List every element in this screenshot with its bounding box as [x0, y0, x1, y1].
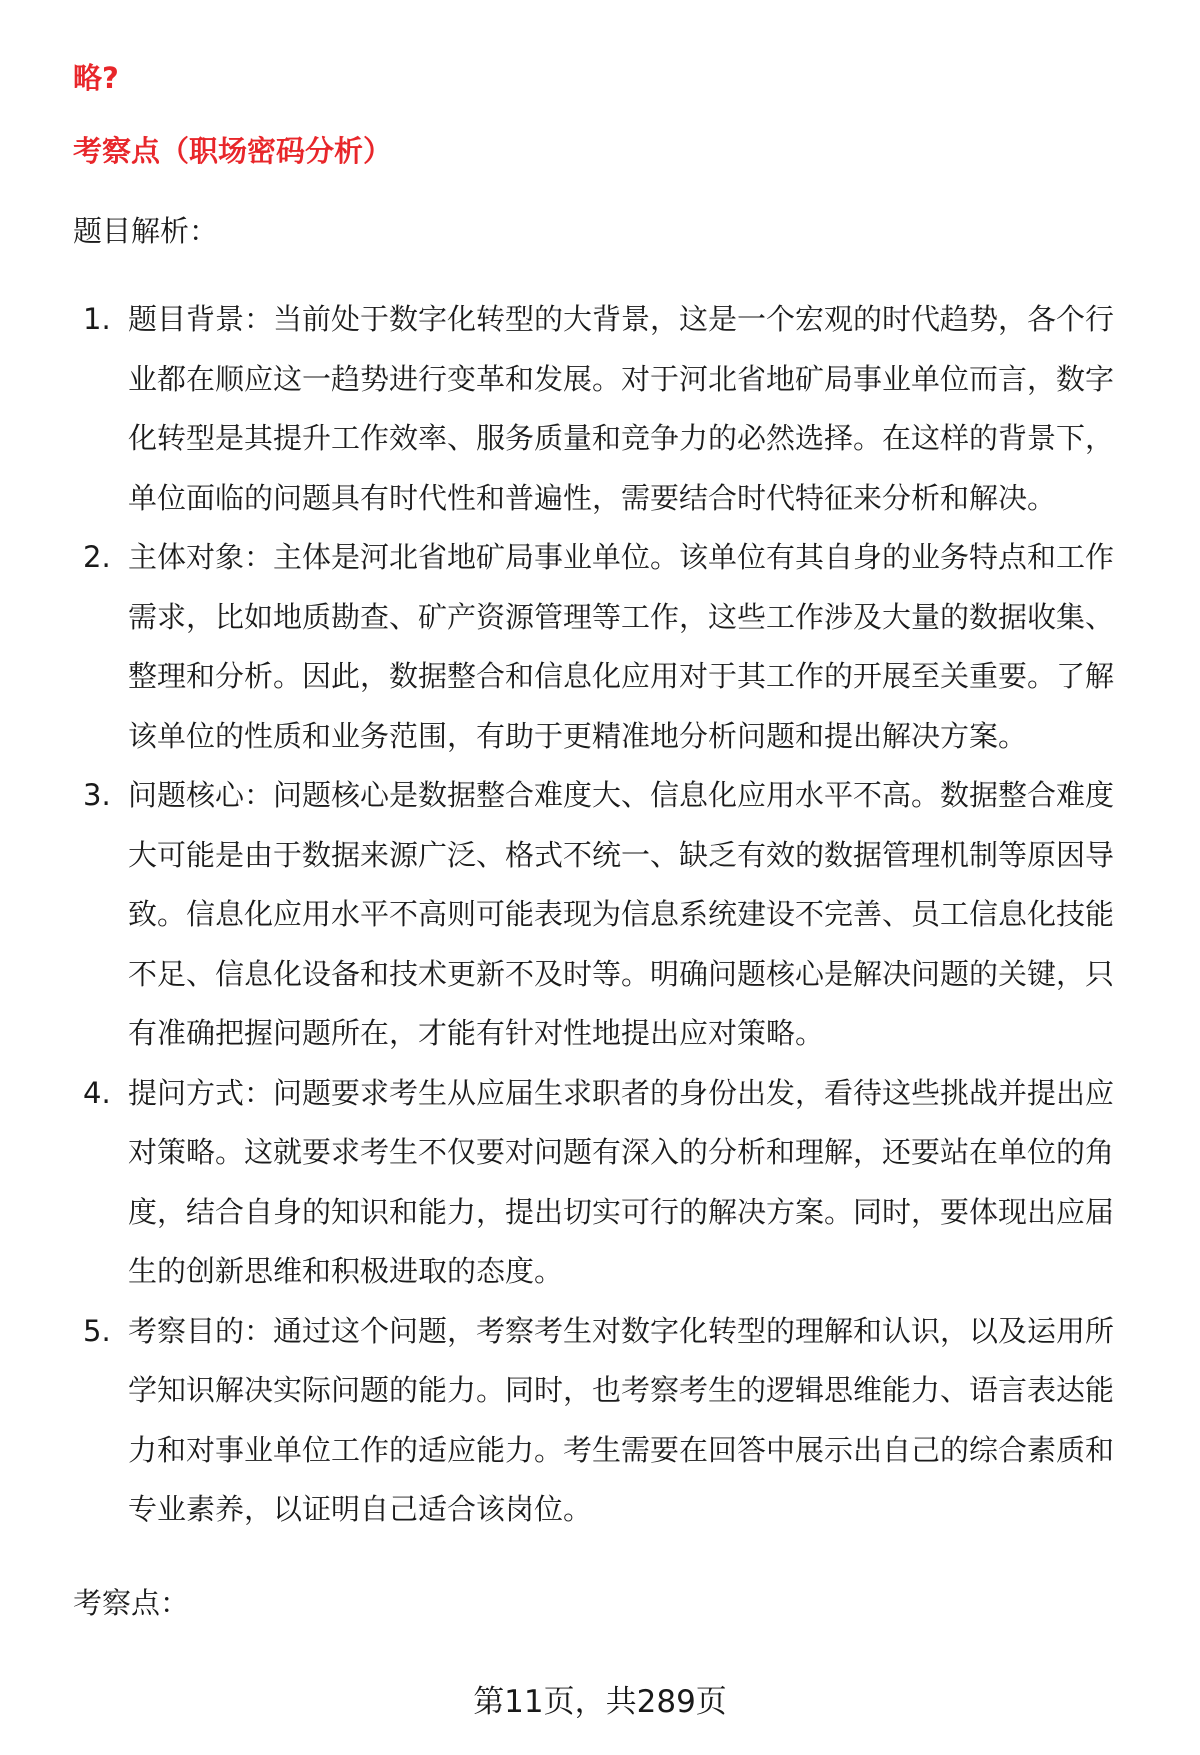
analysis-list — [0, 290, 1200, 1540]
points-label: 考察点： — [73, 1586, 190, 1620]
list-item-number: 4. — [83, 1075, 111, 1110]
continued-title: 略? — [73, 61, 119, 95]
list-item-number: 1. — [83, 302, 111, 336]
list-item-text: 考察目的：通过这个问题，考察考生对数字化转型的理解和认识，以及运用所学知识解决实际问题的能力。同时，也考察考生的逻辑思维能力、语言表达能力和对事业单位工作的适应能力。考生需要在回答中展示出自己的综合素质和专业素养，以证明自己适合该岗位。 — [128, 1313, 1115, 1526]
list-item-text: 问题核心：问题核心是数据整合难度大、信息化应用水平不高。数据整合难度大可能是由于数据来源广泛、格式不统一、缺乏有效的数据管理机制等原因导致。信息化应用水平不高则可能表现为信息系统建设不完善、员工信息化技能不足、信息化设备和技术更新不及时等。明确问题核心是解决问题的关键，只有准确把握问题所在，才能有针对性地提出应对策略。 — [128, 778, 1115, 1050]
list-item-text: 主体对象：主体是河北省地矿局事业单位。该单位有其自身的业务特点和工作需求，比如地质勘查、矿产资源管理等工作，这些工作涉及大量的数据收集、整理和分析。因此，数据整合和信息化应用对于其工作的开展至关重要。了解该单位的性质和业务范围，有助于更精准地分析问题和提出解决方案。 — [128, 540, 1115, 753]
list-item — [0, 290, 1200, 528]
list-item-text: 题目背景：当前处于数字化转型的大背景，这是一个宏观的时代趋势，各个行业都在顺应这一趋势进行变革和发展。对于河北省地矿局事业单位而言，数字化转型是其提升工作效率、服务质量和竞争力的必然选择。在这样的背景下，单位面临的问题具有时代性和普遍性，需要结合时代特征来分析和解决。 — [128, 302, 1115, 515]
list-item-number: 2. — [83, 540, 111, 574]
list-item — [0, 528, 1200, 766]
section-heading: 考察点（职场密码分析） — [73, 134, 393, 168]
list-item-number: 3. — [83, 778, 111, 812]
list-item — [0, 1064, 1200, 1302]
list-item-text: 提问方式：问题要求考生从应届生求职者的身份出发，看待这些挑战并提出应对策略。这就要求考生不仅要对问题有深入的分析和理解，还要站在单位的角度，结合自身的知识和能力，提出切实可行的解决方案。同时，要体现出应届生的创新思维和积极进取的态度。 — [128, 1075, 1115, 1288]
page-footer: 第11页，共289页 — [473, 1684, 727, 1720]
list-item — [0, 1302, 1200, 1540]
analysis-label: 题目解析： — [73, 214, 219, 248]
list-item — [0, 766, 1200, 1064]
list-item-number: 5. — [83, 1313, 111, 1348]
